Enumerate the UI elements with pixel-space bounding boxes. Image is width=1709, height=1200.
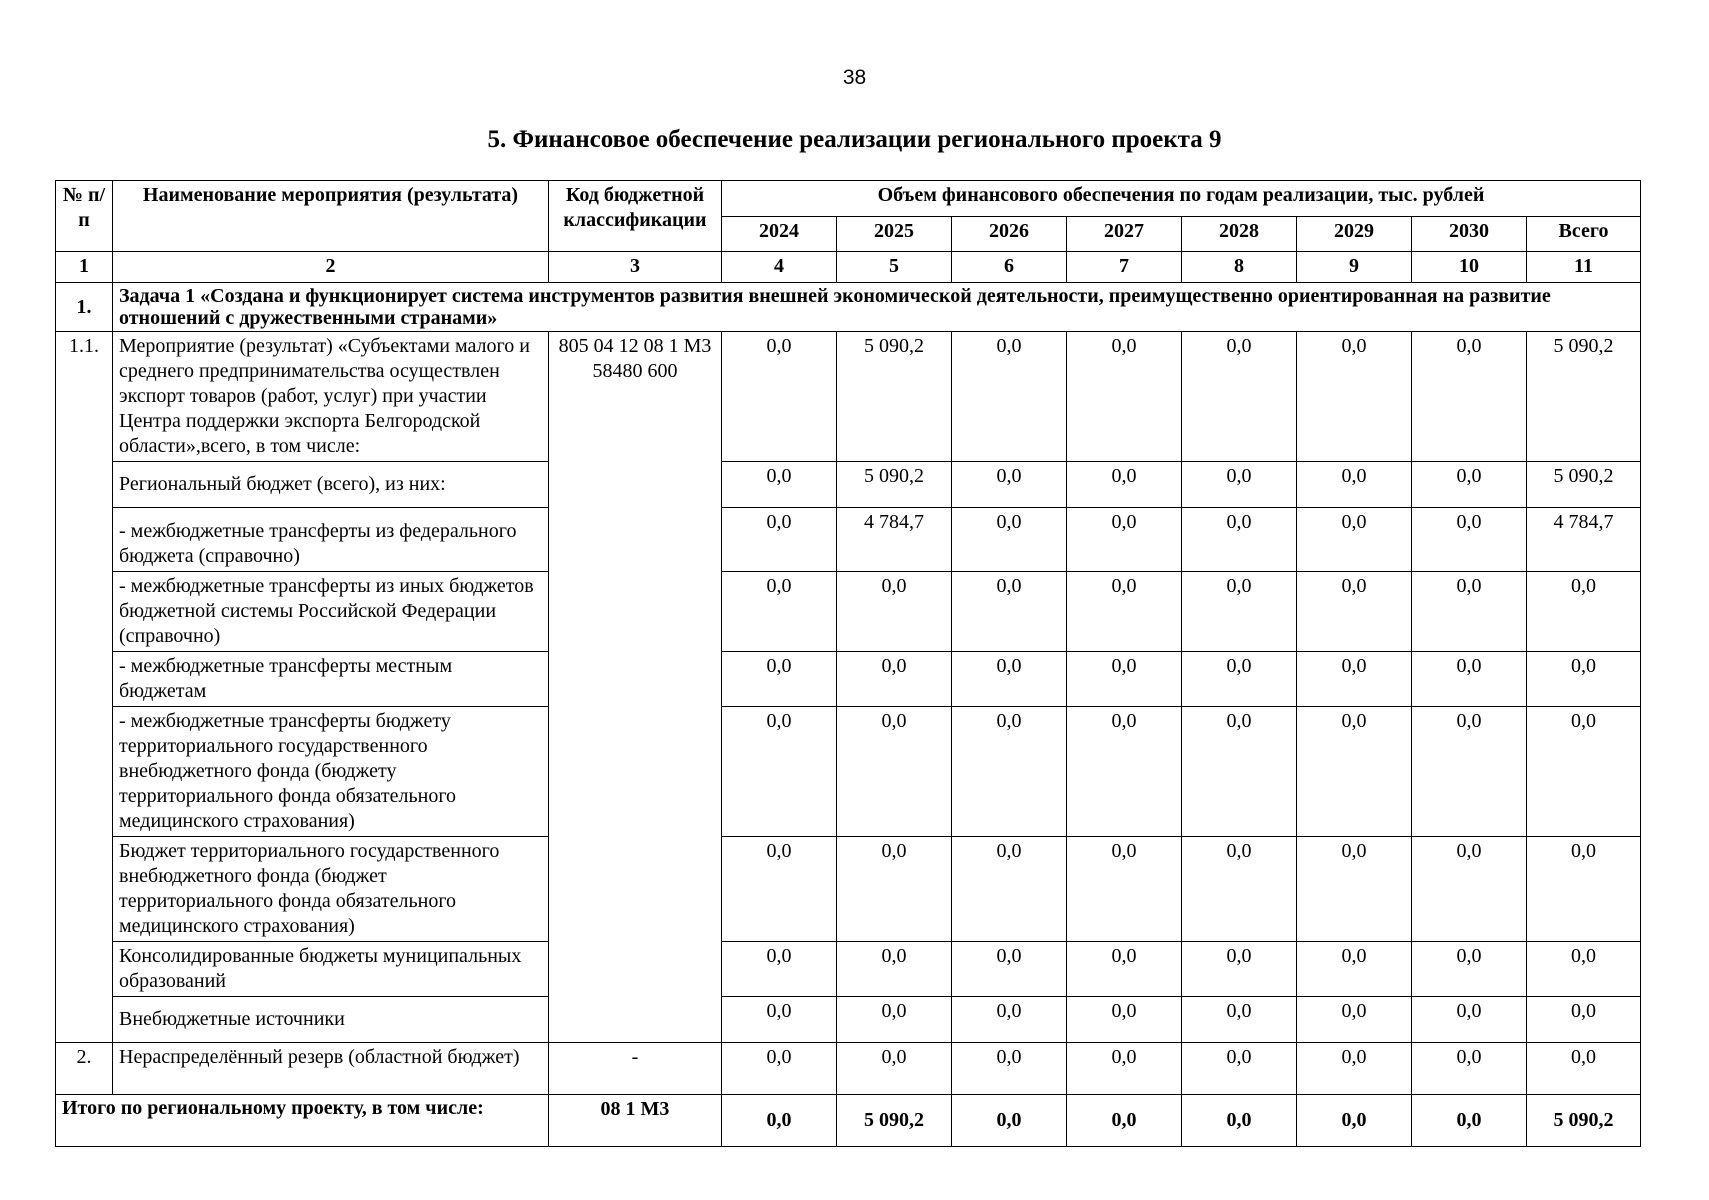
value-cell: 5 090,2 [837, 462, 952, 508]
value-cell: 0,0 [1067, 462, 1182, 508]
value-cell: 0,0 [1412, 942, 1527, 997]
value-cell: 0,0 [1182, 997, 1297, 1043]
value-cell: 0,0 [1297, 1095, 1412, 1147]
task-num: 1. [56, 283, 113, 332]
header-year: 2024 [722, 216, 837, 252]
column-number-row [56, 252, 1641, 283]
value-cell: 0,0 [1067, 942, 1182, 997]
value-cell: 0,0 [837, 1043, 952, 1095]
value-cell: 5 090,2 [837, 332, 952, 462]
value-cell: 0,0 [1527, 837, 1641, 942]
header-year: 2030 [1412, 216, 1527, 252]
value-cell: 0,0 [837, 942, 952, 997]
value-cell: 0,0 [952, 1095, 1067, 1147]
table-row [56, 707, 1641, 837]
budget-code: 08 1 М3 [549, 1095, 722, 1147]
column-number: 3 [549, 252, 722, 283]
value-cell: 0,0 [1297, 997, 1412, 1043]
value-cell: 0,0 [1182, 837, 1297, 942]
column-number: 4 [722, 252, 837, 283]
value-cell: 0,0 [1067, 1095, 1182, 1147]
header-year: 2025 [837, 216, 952, 252]
header-num: № п/п [56, 181, 113, 252]
value-cell: 0,0 [1297, 1043, 1412, 1095]
header-row [56, 181, 1641, 217]
value-cell: 0,0 [1527, 997, 1641, 1043]
item-name: - межбюджетные трансферты из иных бюджетов бюджетной системы Российской Федерации (справочно) [113, 572, 549, 652]
column-number: 2 [113, 252, 549, 283]
value-cell: 0,0 [952, 332, 1067, 462]
column-number: 10 [1412, 252, 1527, 283]
header-total: Всего [1527, 216, 1641, 252]
value-cell: 0,0 [1412, 332, 1527, 462]
value-cell: 0,0 [952, 652, 1067, 707]
header-volume: Объем финансового обеспечения по годам реализации, тыс. рублей [722, 181, 1641, 217]
item-name: Бюджет территориального государственного внебюджетного фонда (бюджет территориального фонда обязательного медицинского страхования) [113, 837, 549, 942]
value-cell: 0,0 [837, 837, 952, 942]
column-number: 8 [1182, 252, 1297, 283]
column-number: 6 [952, 252, 1067, 283]
header-year: 2026 [952, 216, 1067, 252]
value-cell: 0,0 [1527, 942, 1641, 997]
item-name: - межбюджетные трансферты из федерального бюджета (справочно) [113, 508, 549, 572]
value-cell: 0,0 [1527, 707, 1641, 837]
value-cell: 0,0 [722, 942, 837, 997]
table-row [56, 652, 1641, 707]
value-cell: 0,0 [1297, 332, 1412, 462]
value-cell: 0,0 [1297, 572, 1412, 652]
value-cell: 0,0 [952, 707, 1067, 837]
value-cell: 0,0 [1067, 707, 1182, 837]
item-name: Консолидированные бюджеты муниципальных образований [113, 942, 549, 997]
table-row [56, 997, 1641, 1043]
budget-code: 805 04 12 08 1 М3 58480 600 [549, 332, 722, 1043]
value-cell: 0,0 [1182, 652, 1297, 707]
header-name: Наименование мероприятия (результата) [113, 181, 549, 252]
header-year: 2027 [1067, 216, 1182, 252]
item-name: Нераспределённый резерв (областной бюджет) [113, 1043, 549, 1095]
value-cell: 0,0 [1297, 462, 1412, 508]
value-cell: 0,0 [722, 707, 837, 837]
value-cell: 0,0 [722, 837, 837, 942]
value-cell: 0,0 [837, 652, 952, 707]
value-cell: 0,0 [1067, 508, 1182, 572]
task-text: Задача 1 «Создана и функционирует система инструментов развития внешней экономической деятельности, преимущественно ориентированная на развитие отношений с дружественными странами» [113, 283, 1641, 332]
value-cell: 0,0 [722, 997, 837, 1043]
value-cell: 0,0 [722, 1095, 837, 1147]
table-row [56, 508, 1641, 572]
value-cell: 0,0 [837, 997, 952, 1043]
value-cell: 0,0 [1412, 1095, 1527, 1147]
value-cell: 0,0 [1182, 508, 1297, 572]
item-name: - межбюджетные трансферты бюджету территориального государственного внебюджетного фонда (бюджету территориального фонда обязательного медицинского страхования) [113, 707, 549, 837]
value-cell: 0,0 [722, 508, 837, 572]
value-cell: 0,0 [1412, 1043, 1527, 1095]
table-row [56, 1043, 1641, 1095]
table-row [56, 332, 1641, 462]
value-cell: 0,0 [1297, 508, 1412, 572]
item-name: Мероприятие (результат) «Субъектами малого и среднего предпринимательства осуществлен экспорт товаров (работ, услуг) при участии Центра поддержки экспорта Белгородской области»,всего, в том числе: [113, 332, 549, 462]
task-row [56, 283, 1641, 332]
item-num: 2. [56, 1043, 113, 1095]
value-cell: 4 784,7 [1527, 508, 1641, 572]
value-cell: 0,0 [1067, 572, 1182, 652]
page-title: 5. Финансовое обеспечение реализации регионального проекта 9 [487, 126, 1222, 153]
column-number: 1 [56, 252, 113, 283]
value-cell: 0,0 [1067, 997, 1182, 1043]
value-cell: 0,0 [1527, 572, 1641, 652]
column-number: 11 [1527, 252, 1641, 283]
table-row [56, 942, 1641, 997]
value-cell: 0,0 [837, 707, 952, 837]
value-cell: 0,0 [1297, 707, 1412, 837]
value-cell: 0,0 [1297, 942, 1412, 997]
header-year: 2029 [1297, 216, 1412, 252]
value-cell: 0,0 [952, 462, 1067, 508]
value-cell: 0,0 [1182, 707, 1297, 837]
value-cell: 0,0 [1297, 837, 1412, 942]
value-cell: 0,0 [722, 332, 837, 462]
total-row [56, 1095, 1641, 1147]
value-cell: 0,0 [1297, 652, 1412, 707]
budget-code: - [549, 1043, 722, 1095]
value-cell: 0,0 [722, 462, 837, 508]
value-cell: 0,0 [1412, 508, 1527, 572]
value-cell: 0,0 [1412, 462, 1527, 508]
value-cell: 0,0 [1067, 1043, 1182, 1095]
value-cell: 0,0 [1067, 837, 1182, 942]
value-cell: 5 090,2 [1527, 332, 1641, 462]
header-code: Код бюджетной классификации [549, 181, 722, 252]
value-cell: 0,0 [1412, 707, 1527, 837]
value-cell: 0,0 [952, 837, 1067, 942]
table-row [56, 572, 1641, 652]
column-number: 5 [837, 252, 952, 283]
value-cell: 0,0 [1412, 652, 1527, 707]
value-cell: 0,0 [1182, 572, 1297, 652]
value-cell: 0,0 [952, 1043, 1067, 1095]
value-cell: 0,0 [952, 942, 1067, 997]
column-number: 9 [1297, 252, 1412, 283]
value-cell: 0,0 [837, 572, 952, 652]
value-cell: 5 090,2 [1527, 462, 1641, 508]
header-year: 2028 [1182, 216, 1297, 252]
value-cell: 0,0 [952, 508, 1067, 572]
value-cell: 0,0 [1412, 997, 1527, 1043]
value-cell: 0,0 [1182, 1043, 1297, 1095]
table-row [56, 462, 1641, 508]
financing-table [55, 180, 1641, 1147]
value-cell: 5 090,2 [1527, 1095, 1641, 1147]
value-cell: 0,0 [1067, 332, 1182, 462]
value-cell: 0,0 [1182, 462, 1297, 508]
value-cell: 0,0 [1067, 652, 1182, 707]
value-cell: 0,0 [1412, 572, 1527, 652]
value-cell: 0,0 [1182, 1095, 1297, 1147]
value-cell: 5 090,2 [837, 1095, 952, 1147]
item-name: - межбюджетные трансферты местным бюджетам [113, 652, 549, 707]
item-name: Региональный бюджет (всего), из них: [113, 462, 549, 508]
value-cell: 0,0 [1182, 942, 1297, 997]
item-name: Внебюджетные источники [113, 997, 549, 1043]
value-cell: 0,0 [722, 652, 837, 707]
value-cell: 0,0 [722, 572, 837, 652]
value-cell: 0,0 [1527, 1043, 1641, 1095]
value-cell: 0,0 [1182, 332, 1297, 462]
table-row [56, 837, 1641, 942]
value-cell: 0,0 [952, 572, 1067, 652]
value-cell: 0,0 [722, 1043, 837, 1095]
total-label: Итого по региональному проекту, в том числе: [56, 1095, 549, 1147]
value-cell: 0,0 [952, 997, 1067, 1043]
item-num: 1.1. [56, 332, 113, 1043]
column-number: 7 [1067, 252, 1182, 283]
value-cell: 0,0 [1412, 837, 1527, 942]
page-number: 38 [842, 66, 867, 89]
value-cell: 4 784,7 [837, 508, 952, 572]
value-cell: 0,0 [1527, 652, 1641, 707]
